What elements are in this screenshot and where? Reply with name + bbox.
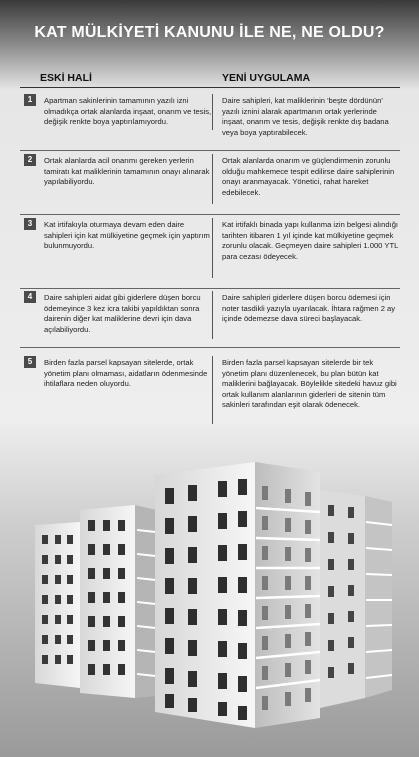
new-rule-text: Kat irtifaklı binada yapı kullanma izin belgesi alındığı tarihten itibaren 1 yıl içinde kat mülkiyetine geçmek zorunlu olacak. Geçmeyen daire sahipleri 1.000 YTL para cezası ödeyecek.: [222, 220, 399, 261]
apartment-buildings-illustration: [0, 450, 419, 757]
column-divider: [212, 218, 213, 278]
column-divider: [212, 154, 213, 204]
new-rule-text: Daire sahipleri giderlere düşen borcu ödemesi için noter tasdikli yazıyla uyarılacak. İhtara rağmen 2 ay içinde ödemezse dava süreci başlayacak.: [222, 293, 396, 324]
comparison-row-4: [20, 291, 400, 353]
old-rule-text: Birden fazla parsel kapsayan sitelerde, ortak yönetim planı olmaması, aidatların ödenmesinde ihtilaflara neden oluyordu.: [44, 358, 208, 389]
new-rule-text: Ortak alanlarda onarım ve güçlendirmenin zorunlu olduğu mahkemece tespit edilirse daire sahiplerinin onayı aranmayacak. Yönetici, rahat hareket edebilecek.: [222, 156, 395, 197]
old-rule-text: Kat irtifakıyla oturmaya devam eden daire sahipleri için kat mülkiyetine geçmek için yaptırım bulunmuyordu.: [44, 220, 210, 251]
row-divider: [20, 288, 400, 289]
row-divider: [20, 150, 400, 151]
row-number-badge: 2: [24, 154, 36, 166]
row-divider: [20, 214, 400, 215]
comparison-row-5: [20, 356, 400, 436]
old-rule-text: Apartman sakinlerinin tamamının yazılı izni olmadıkça ortak alanlarda inşaat, onarım ve tesis, değişik renkte boya yaptırılamıyordu.: [44, 96, 212, 127]
new-rule-text: Birden fazla parsel kapsayan sitelerde bir tek yönetim planı düzenlenecek, bu plan bütün kat maliklerini bağlayacak. Böylelikle sitedeki havuz gibi ortak kullanım alanlarının giderleri de sitenin tüm sakinleri tarafından eşit olarak ödenecek.: [222, 358, 397, 410]
old-rule-text: Ortak alanlarda acil onarımı gereken yerlerin tamiratı kat maliklerinin tamamının onayı alınarak yapılabiliyordu.: [44, 156, 210, 187]
comparison-row-1: [20, 94, 400, 154]
new-rule-text: Daire sahipleri, kat maliklerinin 'beşte dördünün' yazılı iznini alarak apartmanın ortak yerlerinde inşaat, onarım ve tesis, değişik renkte dış badana veya boya yaptırabilecek.: [222, 96, 389, 137]
comparison-row-3: [20, 218, 400, 290]
old-rule-text: Daire sahipleri aidat gibi giderlere düşen borcu ödemeyince 3 kez icra takibi yapıldıktan sonra dairenin diğer kat maliklerine devri için dava açılabiliyordu.: [44, 293, 201, 334]
comparison-row-2: [20, 154, 400, 218]
row-number-badge: 3: [24, 218, 36, 230]
page-title: KAT MÜLKİYETİ KANUNU İLE NE, NE OLDU?: [34, 24, 385, 41]
row-number-badge: 1: [24, 94, 36, 106]
header-divider: [20, 87, 400, 88]
column-divider: [212, 94, 213, 130]
column-header-new: YENİ UYGULAMA: [222, 72, 311, 84]
row-number-badge: 5: [24, 356, 36, 368]
row-divider: [20, 347, 400, 348]
row-number-badge: 4: [24, 291, 36, 303]
column-header-old: ESKİ HALİ: [40, 72, 92, 84]
column-divider: [212, 291, 213, 339]
column-divider: [212, 356, 213, 424]
